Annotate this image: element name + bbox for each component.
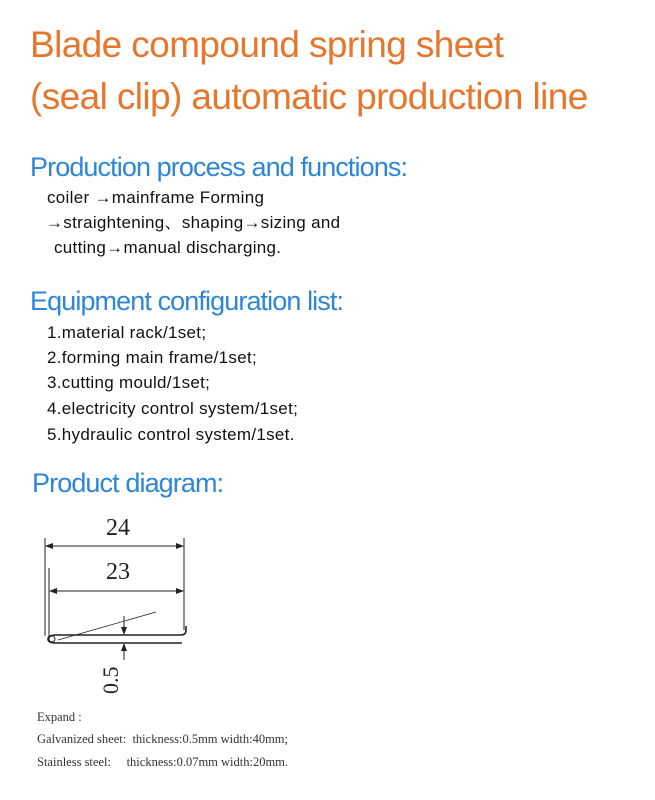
product-heading-text: Product diagram [32,468,217,498]
thickness-label: 0.5 [98,666,123,694]
expand-label: Expand : [37,710,82,724]
stainless-label: Stainless steel: [37,755,111,769]
clip-profile [48,626,186,643]
equipment-heading: Equipment configuration list: [30,286,344,316]
product-heading-colon: : [216,468,224,498]
process-line-1: coiler →mainframe Forming [47,188,265,207]
stainless-value: thickness:0.07mm width:20mm. [126,755,289,769]
process-heading [30,154,407,181]
equipment-item-3: 3.cutting mould/1set; [47,373,211,392]
seal-clip-diagram [36,508,216,698]
expand-galvanized-row [37,733,288,746]
dimension-24-label: 24 [106,515,130,541]
process-line-2: →straightening、shaping→sizing and [46,213,341,232]
galvanized-label: Galvanized sheet: [37,732,127,746]
page-title-line-1: Blade compound spring sheet [30,24,504,65]
clip-curl [49,636,55,642]
equipment-item-5: 5.hydraulic control system/1set. [47,425,295,444]
equipment-item-4: 4.electricity control system/1set; [47,399,299,418]
dimension-23-label: 23 [106,559,130,585]
equipment-item-2: 2.forming main frame/1set; [47,348,257,367]
galvanized-value: thickness:0.5mm width:40mm; [132,732,289,746]
process-line-3: cutting→manual discharging. [54,238,282,257]
equipment-item-1: 1.material rack/1set; [47,323,207,342]
product-heading [32,470,223,497]
process-heading-colon: : [400,152,408,182]
process-heading-text: Production process and functions [30,152,401,182]
page-title-line-2: (seal clip) automatic production line [30,76,588,117]
expand-stainless-row [37,756,288,769]
